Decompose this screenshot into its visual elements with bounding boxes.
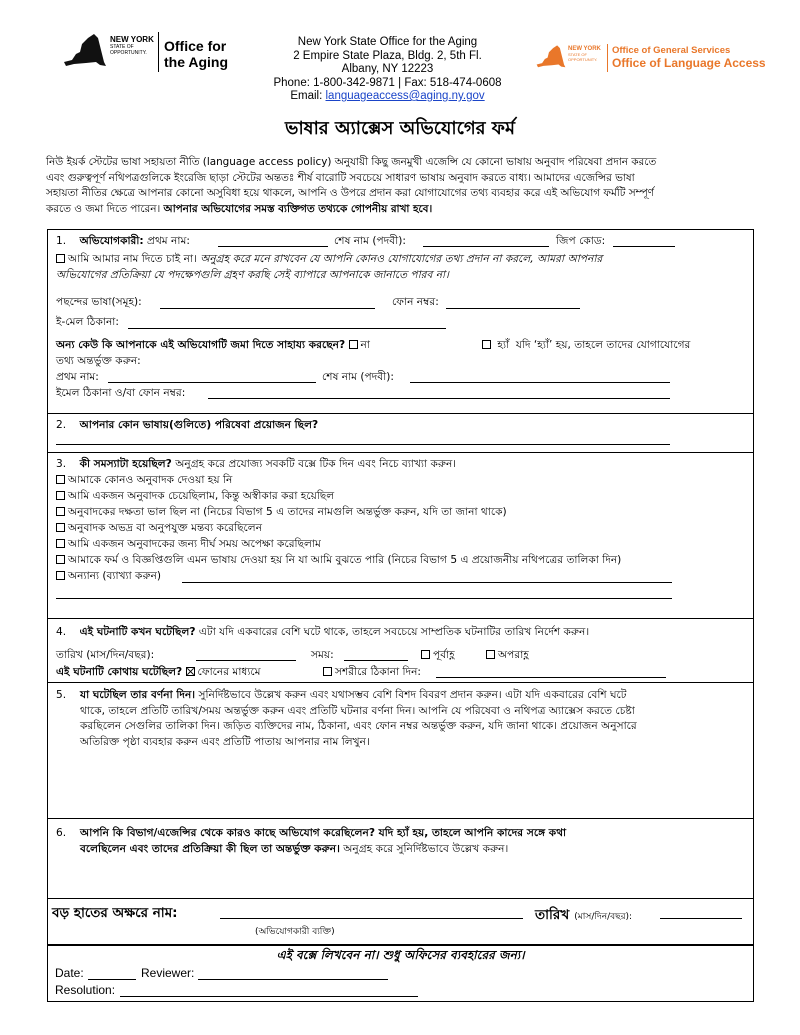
problem-option: অনুবাদকের দক্ষতা ভাল ছিল না (নিচের বিভাগ 5 এ তাদের নামগুলি অন্তর্ভুক্ত করুন, যদি তা জানা থাকে)	[56, 505, 507, 520]
address-city: Albany, NY 12223	[341, 63, 434, 75]
logo-opportunity-text: OPPORTUNITY.	[568, 57, 598, 62]
sign-date-input[interactable]	[660, 918, 742, 919]
helper-yes-row	[482, 338, 690, 353]
anonymous-row	[56, 252, 602, 267]
prior-complaint-question: আপনি কি বিভাগ/এজেন্সির থেকে কারও কাছে অভিযোগ করেছিলেন? যদি হ্যাঁ হয়, তাহলে আপনি কাদের সঙ্গে কথা	[80, 827, 567, 839]
prior-complaint-note: অনুগ্রহ করে সুনির্দিষ্টভাবে উল্লেখ করুন।	[343, 842, 509, 855]
logo-ola-text: Office of Language Access	[612, 56, 766, 70]
last-name-label: শেষ নাম (পদবী):	[334, 235, 406, 247]
email-input[interactable]	[128, 328, 446, 329]
helper-first-name-input[interactable]	[108, 382, 316, 383]
sign-date-label: তারিখ	[535, 907, 570, 923]
helper-yes-note: যদি ‘হ্যাঁ’ হয়, তাহলে তাদের যোগাযোগের	[515, 339, 691, 351]
anonymous-note: অনুগ্রহ করে মনে রাখবেন যে আপনি কোনও যোগাযোগের তথ্য প্রদান না করলে, আমরা আপনার	[200, 253, 603, 265]
logo-ny-text: NEW YORK	[110, 35, 154, 44]
ny-state-map-icon	[62, 32, 108, 70]
service-language-question: আপনার কোন ভাষায়(গুলিতে) পরিষেবা প্রয়োজন ছিল?	[79, 419, 319, 431]
when-note: এটা যদি একবারের বেশি ঘটে থাকে, তাহলে সবচেয়ে সাম্প্রতিক ঘটনাটির তারিখ নির্দেশ করুন।	[198, 626, 590, 638]
helper-note-cont: তথ্য অন্তর্ভুক্ত করুন:	[56, 355, 141, 367]
problem-checkbox[interactable]	[56, 571, 65, 580]
section3-row: 3. কী সমস্যাটা হয়েছিল? অনুগ্রহ করে প্রযোজ্য সবকটি বক্সে টিক দিন এবং নিচে ব্যাখ্যা করুন।	[56, 458, 457, 470]
section1-row1: 1. অভিযোগকারী: প্রথম নাম:	[56, 235, 190, 247]
problem-checkbox[interactable]	[56, 523, 65, 532]
pm-checkbox[interactable]	[486, 650, 495, 659]
problem-checkbox[interactable]	[56, 491, 65, 500]
am-checkbox[interactable]	[421, 650, 430, 659]
helper-yes-checkbox[interactable]	[482, 340, 491, 349]
problem-option: আমি একজন অনুবাদকের জন্য দীর্ঘ সময় অপেক্ষা করেছিলাম	[56, 537, 321, 552]
section-divider	[47, 818, 754, 819]
incident-time-label: সময়:	[311, 649, 334, 661]
first-name-input[interactable]	[218, 246, 328, 247]
left-logo	[62, 30, 242, 78]
office-date-input[interactable]	[88, 979, 136, 980]
describe-paragraph	[80, 688, 752, 750]
problem-option: আমাকে ফর্ম ও বিজ্ঞপ্তিগুলি এমন ভাষায় দেওয়া হয় নি যা আমি বুঝতে পারি (নিচের বিভাগ 5 এ প্রয়োজনীয় নথিপত্রের তালিকা দিন)	[56, 553, 621, 568]
problem-checkbox[interactable]	[56, 507, 65, 516]
when-question: এই ঘটনাটি কখন ঘটেছিল?	[79, 626, 196, 638]
print-name-input[interactable]	[220, 918, 523, 919]
complainant-caption: (অভিযোগকারী ব্যক্তি)	[255, 927, 335, 937]
section6-num: 6.	[56, 827, 67, 839]
by-phone-checkbox[interactable]	[186, 667, 195, 676]
helper-last-name-label: শেষ নাম (পদবী):	[322, 371, 394, 383]
service-language-input[interactable]	[56, 444, 670, 445]
confidential-note: আপনার অভিযোগের সমস্ত ব্যক্তিগত তথ্যকে গোপনীয় রাখা হবে।	[163, 202, 433, 215]
phone-label: ফোন নম্বর:	[392, 296, 439, 308]
preferred-language-label: পছন্দের ভাষা(সমূহ):	[56, 296, 142, 308]
office-resolution-label: Resolution:	[55, 983, 116, 997]
logo-state-text: STATE OF	[110, 44, 134, 50]
incident-time-input[interactable]	[344, 660, 408, 661]
other-explain-input[interactable]	[182, 582, 672, 583]
first-name-label: প্রথম নাম:	[147, 235, 190, 247]
problem-option: অনুবাদক অভদ্র বা অনুপযুক্ত মন্তব্য করেছিলেন	[56, 521, 262, 536]
incident-date-input[interactable]	[196, 660, 296, 661]
ny-state-map-icon	[535, 44, 567, 70]
address-phone-fax: Phone: 1-800-342-9871 | Fax: 518-474-0608	[273, 76, 502, 89]
section-divider	[47, 682, 754, 683]
problem-checkbox[interactable]	[56, 555, 65, 564]
intro-paragraph	[46, 155, 766, 217]
helper-no-label: না	[360, 339, 370, 351]
section2-row: 2. আপনার কোন ভাষায়(গুলিতে) পরিষেবা প্রয়োজন ছিল?	[56, 419, 319, 431]
email-label: ই-মেল ঠিকানা:	[56, 316, 119, 328]
agency-address	[255, 36, 520, 104]
helper-yes-label: হ্যাঁ	[497, 339, 510, 351]
where-question: এই ঘটনাটি কোথায় ঘটেছিল?	[56, 666, 183, 678]
section-divider	[47, 898, 754, 899]
helper-last-name-input[interactable]	[410, 382, 670, 383]
office-resolution-input[interactable]	[120, 996, 418, 997]
right-logo	[535, 42, 765, 76]
problem-option: আমাকে কোনও অনুবাদক দেওয়া হয় নি	[56, 473, 232, 488]
am-option: পূর্বাহ্ণ	[421, 648, 455, 663]
prior-complaint-question-cont: বলেছিলেন এবং তাদের প্রতিক্রিয়া কী ছিল তা অন্তর্ভুক্ত করুন।	[80, 842, 340, 855]
problem-instruction: অনুগ্রহ করে প্রযোজ্য সবকটি বক্সে টিক দিন এবং নিচে ব্যাখ্যা করুন।	[175, 458, 457, 470]
email-link[interactable]: languageaccess@aging.ny.gov	[325, 90, 485, 102]
logo-divider	[158, 32, 159, 72]
problem-checkbox[interactable]	[56, 475, 65, 484]
problem-checkbox[interactable]	[56, 539, 65, 548]
logo-office-line1: Office for	[164, 38, 227, 54]
section-divider	[47, 413, 754, 414]
anonymous-checkbox[interactable]	[56, 254, 65, 263]
sign-date-format: (মাস/দিন/বছর):	[574, 912, 633, 922]
describe-line: করছিলেন সেগুলির তালিকা দিন। জড়িত ব্যক্তিদের নাম, ঠিকানা, এবং ফোন নম্বর অন্তর্ভুক্ত করুন, যদি জানা থাকে। প্রয়োজন অনুসারে	[80, 720, 637, 732]
intro-line: এবং গুরুত্বপূর্ণ নথিপত্রগুলিকে ইংরেজি ছাড়া স্টেটের অন্ততঃ শীর্ষ বারোটি সবচেয়ে সাধারণ ভাষায় অনুবাদ করতে বাধ্য। আমাদের এজেন্সির ভাষা	[46, 171, 635, 184]
section-divider	[47, 452, 754, 453]
logo-state-text: STATE OF	[568, 52, 587, 57]
describe-heading: যা ঘটেছিল তার বর্ণনা দিন।	[80, 689, 196, 701]
logo-divider	[607, 44, 608, 72]
print-name-label: বড় হাতের অক্ষরে নাম:	[52, 905, 178, 921]
phone-input[interactable]	[446, 308, 580, 309]
section4-row: 4. এই ঘটনাটি কখন ঘটেছিল? এটা যদি একবারের বেশি ঘটে থাকে, তাহলে সবচেয়ে সাম্প্রতিক ঘটনাটির তারিখ নির্দেশ করুন।	[56, 626, 590, 638]
logo-opportunity-text: OPPORTUNITY.	[110, 50, 147, 56]
intro-line: সহায়তা নীতির ক্ষেত্রে আপনার কোনো অসুবিধা হয়ে থাকলে, আপনি ও উপরে প্রদান করা যোগাযোগের তথ্য ব্যবহার করে এই অভিযোগ ফর্মটি সম্পূর্ণ	[46, 187, 654, 199]
helper-first-name-label: প্রথম নাম:	[56, 371, 99, 383]
pm-option: অপরাহ্ণ	[486, 648, 529, 663]
office-reviewer-input[interactable]	[198, 979, 388, 980]
preferred-language-input[interactable]	[160, 308, 375, 309]
in-person-option: সশরীরে ঠিকানা দিন:	[323, 665, 421, 680]
helper-no-checkbox[interactable]	[349, 340, 358, 349]
anonymous-label: আমি আমার নাম দিতে চাই না।	[68, 253, 197, 265]
describe-line: থাকে, তাহলে প্রতিটি তারিখ/সময় অন্তর্ভুক্ত করুন এবং প্রতিটি ঘটনার বর্ণনা দিন। আপনি যে পরিষেবা ও নথিপত্র অ্যাক্সেস করতে চেষ্টা	[80, 704, 635, 717]
logo-ny-text: NEW YORK	[568, 46, 601, 52]
address-street: 2 Empire State Plaza, Bldg. 2, 5th Fl.	[293, 49, 482, 62]
in-person-address-input[interactable]	[436, 677, 666, 678]
section5-num: 5.	[56, 689, 67, 701]
intro-line: নিউ ইয়র্ক স্টেটের ভাষা সহায়তা নীতি (language access policy) অনুযায়ী কিছু জনমুখী এজেন্সি যে কোনো ভাষায় অনুবাদ পরিষেবা প্রদান করতে	[46, 156, 657, 168]
prior-complaint-paragraph	[80, 826, 752, 857]
last-name-input[interactable]	[423, 246, 549, 247]
office-date-label: Date:	[55, 966, 84, 980]
zip-label: জিপ কোড:	[556, 235, 606, 247]
intro-line: করতে ও জমা দিতে পারেন। আপনার অভিযোগের সমস্ত ব্যক্তিগত তথ্যকে গোপনীয় রাখা হবে।	[46, 202, 433, 215]
anonymous-note-cont: অভিযোগের প্রতিক্রিয়া যে পদক্ষেপগুলি গ্রহণ করছি সেই ব্যাপারে আপনাকে জানাতে পারব না।	[56, 269, 449, 281]
describe-textarea[interactable]	[80, 752, 740, 814]
zip-input[interactable]	[613, 246, 675, 247]
describe-line: অতিরিক্ত পৃষ্ঠা ব্যবহার করুন এবং প্রতিটি পাতায় আপনার নাম লিখুন।	[80, 735, 370, 748]
section-divider	[47, 618, 754, 619]
complainant-label: অভিযোগকারী:	[79, 235, 144, 247]
office-use-header: এই বক্সে লিখবেন না। শুধু অফিসের ব্যবহারের জন্য।	[276, 948, 525, 962]
problem-option: আমি একজন অনুবাদক চেয়েছিলাম, কিন্তু অস্বীকার করা হয়েছিল	[56, 489, 334, 504]
describe-line: সুনির্দিষ্টভাবে উল্লেখ করুন এবং যথাসম্ভব বেশি বিশদ বিবরণ প্রদান করুন। এটা যদি একবারের বেশি ঘটে	[198, 689, 627, 701]
where-row	[56, 665, 261, 680]
other-explain-input-2[interactable]	[56, 598, 672, 599]
logo-office-line2: the Aging	[164, 54, 229, 70]
form-title: ভাষার অ্যাক্সেস অভিযোগের ফর্ম	[285, 118, 515, 139]
problem-question: কী সমস্যাটা হয়েছিল?	[79, 458, 172, 470]
logo-ogs-text: Office of General Services	[612, 45, 731, 56]
address-email-row: Email: languageaccess@aging.ny.gov	[290, 90, 485, 102]
prior-complaint-textarea[interactable]	[80, 860, 740, 894]
office-reviewer-label: Reviewer:	[141, 966, 195, 980]
helper-contact-label: ইমেল ঠিকানা ও/বা ফোন নম্বর:	[56, 387, 186, 399]
by-phone-label: ফোনের মাধ্যমে	[197, 666, 261, 678]
incident-date-label: তারিখ (মাস/দিন/বছর):	[56, 649, 155, 661]
problem-option: অন্যান্য (ব্যাখ্যা করুন)	[56, 569, 161, 584]
sign-date-row	[535, 904, 632, 924]
helper-question: অন্য কেউ কি আপনাকে এই অভিযোগটি জমা দিতে সাহায্য করছেন?	[56, 339, 346, 351]
in-person-checkbox[interactable]	[323, 667, 332, 676]
helper-contact-input[interactable]	[208, 398, 670, 399]
address-org: New York State Office for the Aging	[297, 36, 478, 48]
helper-question-row	[56, 338, 370, 353]
